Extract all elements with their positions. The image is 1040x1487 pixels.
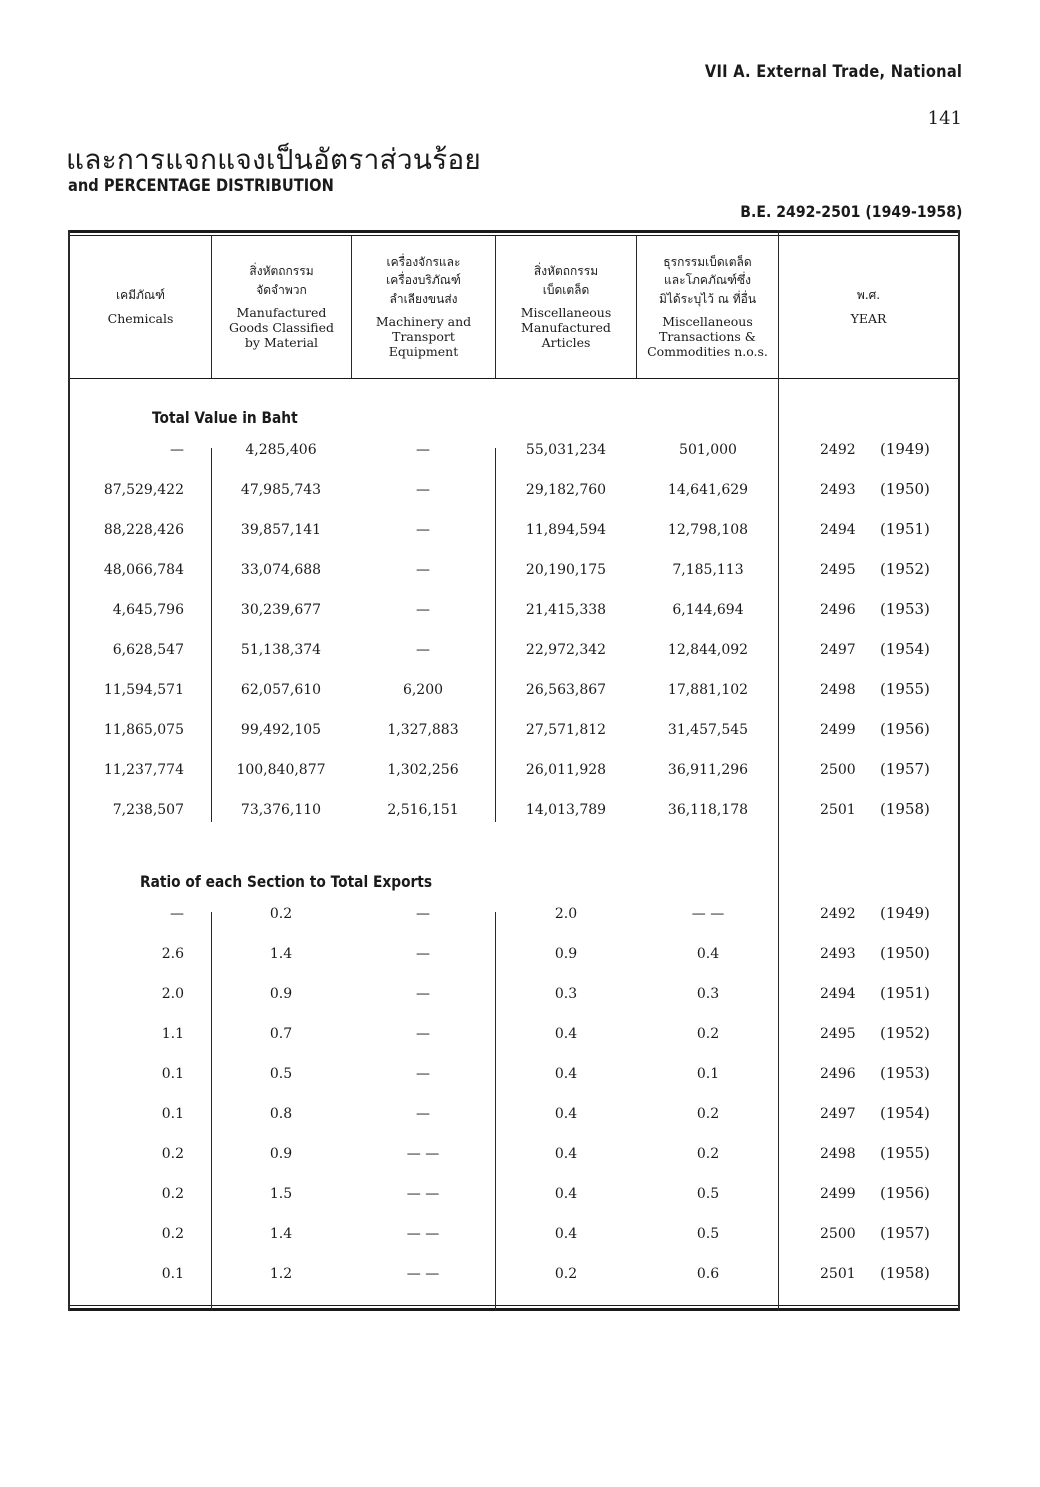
section-label-total-value: Total Value in Baht bbox=[152, 408, 298, 427]
cell-manuf: 0.9 bbox=[269, 986, 293, 1002]
cell-mach: 2,516,151 bbox=[387, 802, 459, 818]
column-header-english: Commodities n.o.s. bbox=[647, 344, 768, 360]
column-header-english: Goods Classified bbox=[228, 320, 334, 336]
cell-trans: 0.6 bbox=[696, 1266, 720, 1282]
column-header-english: Manufactured bbox=[236, 305, 327, 321]
cell-year-ad: (1954) bbox=[880, 640, 930, 658]
cell-chem: 87,529,422 bbox=[103, 482, 184, 498]
cell-trans: 0.4 bbox=[696, 946, 720, 962]
cell-chem: 0.2 bbox=[161, 1226, 184, 1242]
cell-trans: 0.2 bbox=[696, 1106, 720, 1122]
cell-year-ad: (1951) bbox=[880, 520, 930, 538]
cell-manuf: 0.9 bbox=[269, 1146, 293, 1162]
statistics-table bbox=[68, 230, 960, 1312]
cell-mach: — — bbox=[406, 1266, 440, 1282]
cell-misc: 0.4 bbox=[554, 1226, 578, 1242]
column-header-thai: ลำเลียงขนส่ง bbox=[389, 291, 458, 306]
cell-manuf: 4,285,406 bbox=[245, 442, 317, 458]
cell-manuf: 1.4 bbox=[269, 1226, 293, 1242]
cell-chem: 0.1 bbox=[161, 1106, 184, 1122]
cell-year-ad: (1956) bbox=[880, 720, 930, 738]
cell-year-ad: (1956) bbox=[880, 1184, 930, 1202]
cell-chem: — bbox=[170, 906, 184, 922]
cell-chem: 7,238,507 bbox=[112, 802, 184, 818]
cell-trans: 12,844,092 bbox=[667, 642, 749, 658]
cell-year-thai: 2495 bbox=[820, 562, 856, 578]
cell-manuf: 47,985,743 bbox=[240, 482, 322, 498]
cell-year-thai: 2496 bbox=[820, 602, 856, 618]
cell-mach: 6,200 bbox=[402, 682, 444, 698]
cell-manuf: 30,239,677 bbox=[240, 602, 322, 618]
cell-manuf: 62,057,610 bbox=[240, 682, 322, 698]
cell-misc: 26,563,867 bbox=[525, 682, 607, 698]
cell-misc: 0.3 bbox=[554, 986, 578, 1002]
cell-year-thai: 2495 bbox=[820, 1026, 856, 1042]
cell-year-ad: (1953) bbox=[880, 1064, 930, 1082]
cell-year-thai: 2499 bbox=[820, 722, 856, 738]
table-row bbox=[68, 482, 960, 522]
column-header-english: Transactions & bbox=[659, 329, 756, 345]
column-header-english: Equipment bbox=[388, 344, 459, 360]
cell-year-thai: 2501 bbox=[820, 1266, 856, 1282]
cell-year-thai: 2493 bbox=[820, 482, 856, 498]
cell-chem: 11,865,075 bbox=[103, 722, 184, 738]
cell-manuf: 0.8 bbox=[269, 1106, 293, 1122]
cell-year-ad: (1949) bbox=[880, 904, 930, 922]
cell-misc: 20,190,175 bbox=[525, 562, 607, 578]
table-bottom-rule bbox=[68, 1308, 960, 1311]
cell-year-ad: (1952) bbox=[880, 1024, 930, 1042]
cell-misc: 0.4 bbox=[554, 1066, 578, 1082]
column-header-english: by Material bbox=[244, 335, 319, 351]
header-bottom-rule bbox=[68, 378, 960, 379]
cell-misc: 11,894,594 bbox=[525, 522, 607, 538]
table-row bbox=[68, 602, 960, 642]
cell-year-thai: 2497 bbox=[820, 642, 856, 658]
cell-mach: — bbox=[416, 1066, 430, 1082]
column-header-thai: มิได้ระบุไว้ ณ ที่อื่น bbox=[658, 291, 757, 306]
cell-year-thai: 2494 bbox=[820, 986, 856, 1002]
table-row bbox=[68, 802, 960, 842]
cell-mach: — bbox=[416, 482, 430, 498]
cell-trans: 0.1 bbox=[696, 1066, 720, 1082]
cell-chem: 11,594,571 bbox=[103, 682, 184, 698]
table-row bbox=[68, 1066, 960, 1106]
column-header-english: Articles bbox=[541, 335, 591, 351]
page-number: 141 bbox=[927, 108, 962, 129]
cell-manuf: 1.2 bbox=[269, 1266, 293, 1282]
cell-manuf: 100,840,877 bbox=[236, 762, 326, 778]
cell-manuf: 99,492,105 bbox=[240, 722, 322, 738]
column-header-year bbox=[779, 236, 958, 376]
cell-trans: 31,457,545 bbox=[667, 722, 749, 738]
table-row bbox=[68, 722, 960, 762]
cell-chem: 88,228,426 bbox=[103, 522, 184, 538]
cell-mach: — bbox=[416, 986, 430, 1002]
cell-mach: 1,327,883 bbox=[387, 722, 459, 738]
cell-chem: — bbox=[170, 442, 184, 458]
cell-trans: 36,911,296 bbox=[667, 762, 749, 778]
cell-year-ad: (1953) bbox=[880, 600, 930, 618]
column-header-thai: เครื่องบริภัณฑ์ bbox=[386, 273, 461, 288]
cell-year-ad: (1952) bbox=[880, 560, 930, 578]
cell-misc: 26,011,928 bbox=[525, 762, 607, 778]
cell-year-ad: (1955) bbox=[880, 1144, 930, 1162]
cell-chem: 1.1 bbox=[161, 1026, 184, 1042]
cell-mach: 1,302,256 bbox=[387, 762, 459, 778]
cell-chem: 0.2 bbox=[161, 1186, 184, 1202]
cell-manuf: 0.5 bbox=[269, 1066, 293, 1082]
cell-manuf: 33,074,688 bbox=[240, 562, 322, 578]
column-header-miscellaneous-transactions bbox=[637, 236, 778, 376]
cell-trans: 7,185,113 bbox=[672, 562, 744, 578]
cell-year-ad: (1957) bbox=[880, 1224, 930, 1242]
cell-trans: 0.5 bbox=[696, 1226, 720, 1242]
cell-trans: 6,144,694 bbox=[672, 602, 744, 618]
cell-trans: 501,000 bbox=[679, 442, 737, 458]
column-header-chemicals bbox=[70, 236, 211, 376]
cell-chem: 0.2 bbox=[161, 1146, 184, 1162]
cell-year-thai: 2498 bbox=[820, 1146, 856, 1162]
cell-manuf: 51,138,374 bbox=[240, 642, 322, 658]
cell-mach: — bbox=[416, 602, 430, 618]
cell-trans: — — bbox=[691, 906, 725, 922]
column-header-miscellaneous-articles bbox=[496, 236, 636, 376]
column-header-thai: จัดจำพวก bbox=[256, 282, 307, 297]
column-header-english: Machinery and bbox=[375, 314, 472, 330]
cell-trans: 12,798,108 bbox=[667, 522, 749, 538]
cell-mach: — bbox=[416, 946, 430, 962]
column-header-thai: พ.ศ. bbox=[856, 288, 881, 303]
cell-misc: 0.4 bbox=[554, 1026, 578, 1042]
table-row bbox=[68, 442, 960, 482]
cell-misc: 29,182,760 bbox=[525, 482, 607, 498]
column-header-english: Chemicals bbox=[107, 310, 174, 326]
cell-mach: — bbox=[416, 442, 430, 458]
cell-trans: 17,881,102 bbox=[667, 682, 749, 698]
cell-misc: 55,031,234 bbox=[525, 442, 607, 458]
cell-chem: 6,628,547 bbox=[112, 642, 184, 658]
cell-year-ad: (1950) bbox=[880, 944, 930, 962]
cell-misc: 0.4 bbox=[554, 1146, 578, 1162]
cell-manuf: 1.4 bbox=[269, 946, 293, 962]
cell-manuf: 0.2 bbox=[269, 906, 293, 922]
cell-year-thai: 2492 bbox=[820, 442, 856, 458]
cell-misc: 0.4 bbox=[554, 1106, 578, 1122]
period-range: B.E. 2492-2501 (1949-1958) bbox=[739, 202, 962, 221]
section-header: VII A. External Trade, National bbox=[704, 62, 962, 82]
cell-year-ad: (1949) bbox=[880, 440, 930, 458]
column-header-english: Manufactured bbox=[521, 320, 611, 336]
cell-mach: — bbox=[416, 522, 430, 538]
cell-year-thai: 2500 bbox=[820, 762, 856, 778]
cell-trans: 0.3 bbox=[696, 986, 720, 1002]
column-header-thai: เบ็ดเตล็ด bbox=[542, 282, 590, 297]
cell-year-ad: (1951) bbox=[880, 984, 930, 1002]
table-row bbox=[68, 986, 960, 1026]
table-row bbox=[68, 1226, 960, 1266]
cell-misc: 0.2 bbox=[554, 1266, 578, 1282]
cell-manuf: 39,857,141 bbox=[240, 522, 322, 538]
column-header-thai: ธุรกรรมเบ็ดเตล็ด bbox=[663, 254, 752, 269]
column-header-machinery bbox=[352, 236, 495, 376]
cell-mach: — — bbox=[406, 1226, 440, 1242]
cell-chem: 2.0 bbox=[161, 986, 184, 1002]
section-label-ratio: Ratio of each Section to Total Exports bbox=[140, 872, 433, 891]
column-header-thai: เครื่องจักรและ bbox=[386, 254, 461, 269]
cell-year-ad: (1957) bbox=[880, 760, 930, 778]
column-header-english: Miscellaneous bbox=[520, 305, 612, 321]
column-header-english: Miscellaneous bbox=[662, 314, 753, 330]
column-header-english: YEAR bbox=[850, 310, 887, 326]
thai-title: และการแจกแจงเป็นอัตราส่วนร้อย bbox=[66, 143, 481, 176]
column-header-thai: และโภคภัณฑ์ซึ่ง bbox=[664, 273, 751, 288]
cell-year-thai: 2501 bbox=[820, 802, 856, 818]
cell-chem: 0.1 bbox=[161, 1066, 184, 1082]
cell-trans: 36,118,178 bbox=[667, 802, 749, 818]
cell-year-ad: (1958) bbox=[880, 1264, 930, 1282]
cell-misc: 27,571,812 bbox=[525, 722, 607, 738]
column-header-english: Transport bbox=[392, 329, 455, 345]
table-row bbox=[68, 1186, 960, 1226]
cell-trans: 14,641,629 bbox=[667, 482, 749, 498]
table-row bbox=[68, 642, 960, 682]
cell-trans: 0.5 bbox=[696, 1186, 720, 1202]
table-row bbox=[68, 562, 960, 602]
table-row bbox=[68, 946, 960, 986]
table-row bbox=[68, 906, 960, 946]
cell-mach: — — bbox=[406, 1186, 440, 1202]
cell-misc: 22,972,342 bbox=[525, 642, 607, 658]
table-row bbox=[68, 1026, 960, 1066]
cell-misc: 2.0 bbox=[554, 906, 578, 922]
cell-year-thai: 2493 bbox=[820, 946, 856, 962]
cell-year-thai: 2499 bbox=[820, 1186, 856, 1202]
cell-misc: 0.4 bbox=[554, 1186, 578, 1202]
cell-year-ad: (1950) bbox=[880, 480, 930, 498]
column-header-thai: สิ่งหัตถกรรม bbox=[533, 263, 599, 278]
cell-mach: — bbox=[416, 906, 430, 922]
table-top-rule bbox=[68, 230, 960, 233]
cell-manuf: 0.7 bbox=[269, 1026, 293, 1042]
cell-year-ad: (1954) bbox=[880, 1104, 930, 1122]
cell-year-thai: 2496 bbox=[820, 1066, 856, 1082]
cell-chem: 2.6 bbox=[161, 946, 184, 962]
cell-misc: 21,415,338 bbox=[525, 602, 607, 618]
cell-mach: — — bbox=[406, 1146, 440, 1162]
cell-mach: — bbox=[416, 1106, 430, 1122]
table-row bbox=[68, 1106, 960, 1146]
cell-misc: 0.9 bbox=[554, 946, 578, 962]
table-row bbox=[68, 682, 960, 722]
column-header-manufactured-goods bbox=[212, 236, 351, 376]
cell-misc: 14,013,789 bbox=[525, 802, 607, 818]
cell-trans: 0.2 bbox=[696, 1026, 720, 1042]
table-row bbox=[68, 762, 960, 802]
column-header-thai: เคมีภัณฑ์ bbox=[115, 288, 166, 303]
cell-trans: 0.2 bbox=[696, 1146, 720, 1162]
cell-year-thai: 2494 bbox=[820, 522, 856, 538]
cell-chem: 48,066,784 bbox=[103, 562, 184, 578]
cell-chem: 4,645,796 bbox=[112, 602, 184, 618]
cell-chem: 0.1 bbox=[161, 1266, 184, 1282]
column-header-thai: สิ่งหัตถกรรม bbox=[249, 263, 314, 278]
cell-chem: 11,237,774 bbox=[103, 762, 184, 778]
table-row bbox=[68, 1266, 960, 1306]
cell-manuf: 1.5 bbox=[269, 1186, 293, 1202]
cell-year-thai: 2497 bbox=[820, 1106, 856, 1122]
cell-year-ad: (1958) bbox=[880, 800, 930, 818]
table-row bbox=[68, 1146, 960, 1186]
cell-year-thai: 2492 bbox=[820, 906, 856, 922]
cell-mach: — bbox=[416, 642, 430, 658]
cell-year-thai: 2498 bbox=[820, 682, 856, 698]
cell-year-thai: 2500 bbox=[820, 1226, 856, 1242]
cell-mach: — bbox=[416, 1026, 430, 1042]
table-row bbox=[68, 522, 960, 562]
cell-mach: — bbox=[416, 562, 430, 578]
cell-year-ad: (1955) bbox=[880, 680, 930, 698]
english-title: and PERCENTAGE DISTRIBUTION bbox=[68, 176, 334, 196]
cell-manuf: 73,376,110 bbox=[240, 802, 322, 818]
